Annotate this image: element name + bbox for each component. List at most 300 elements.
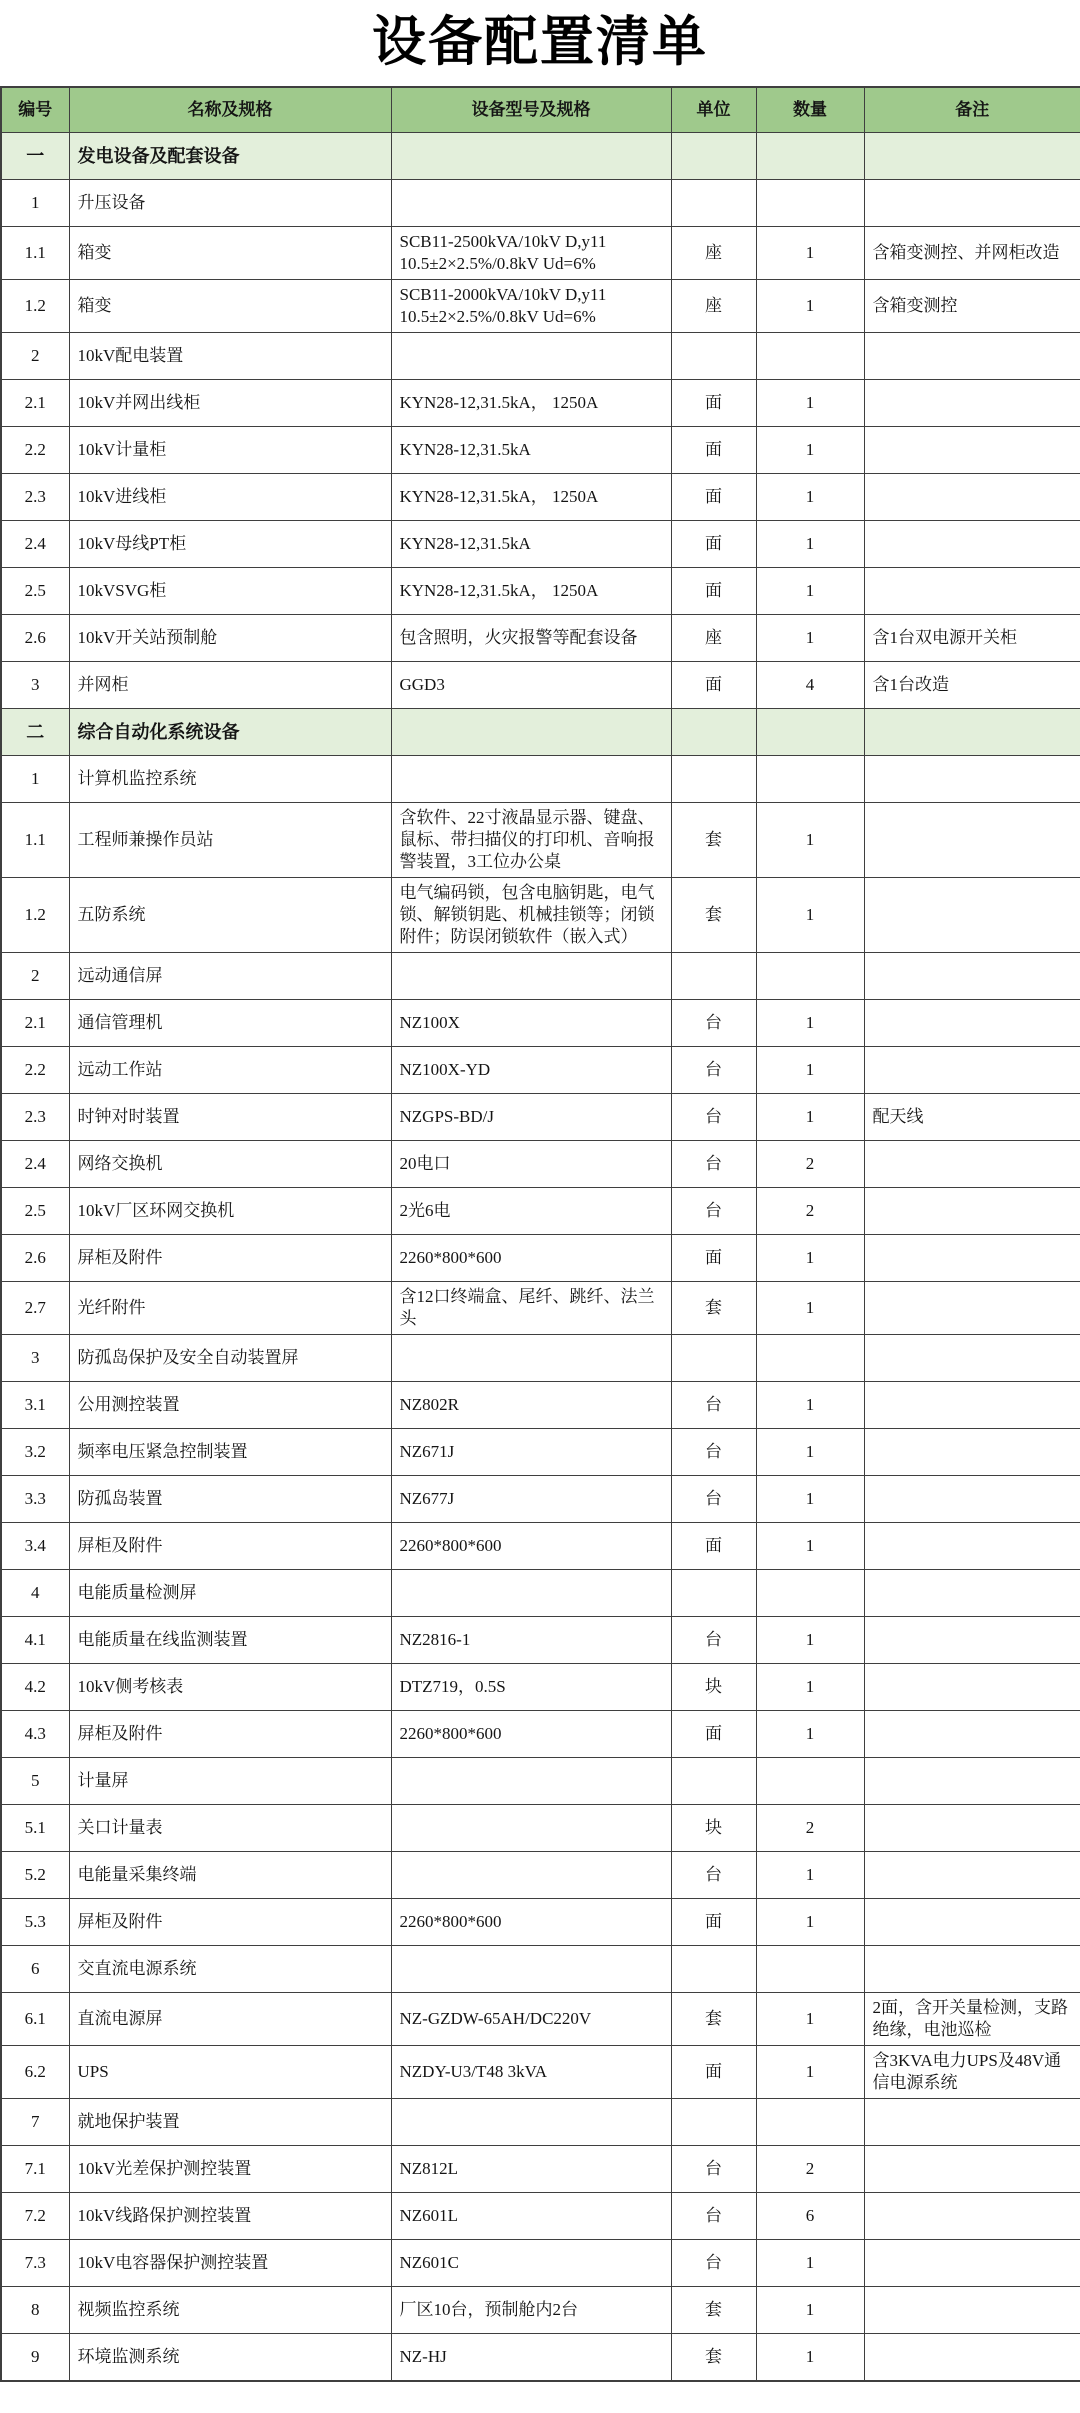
cell-qty: 1 [756,1664,864,1711]
table-row [1,1382,1080,1429]
cell-name: 频率电压紧急控制装置 [69,1429,391,1476]
cell-qty: 1 [756,1993,864,2046]
cell-unit: 套 [671,1993,756,2046]
cell-note: 含1台改造 [864,662,1080,709]
cell-unit [671,180,756,227]
table-row [1,1000,1080,1047]
cell-unit [671,333,756,380]
cell-no: 4 [1,1570,69,1617]
cell-note [864,803,1080,878]
cell-no: 2.3 [1,474,69,521]
cell-model: 2260*800*600 [391,1899,671,1946]
table-row [1,2099,1080,2146]
cell-no: 1 [1,180,69,227]
table-row [1,615,1080,662]
cell-qty: 1 [756,380,864,427]
cell-qty: 4 [756,662,864,709]
cell-no: 1.1 [1,803,69,878]
cell-name: 10kV母线PT柜 [69,521,391,568]
cell-name: 计算机监控系统 [69,756,391,803]
cell-qty: 1 [756,2240,864,2287]
cell-unit: 面 [671,568,756,615]
cell-note [864,2240,1080,2287]
cell-model [391,180,671,227]
cell-no: 2.1 [1,380,69,427]
cell-name: 电能质量检测屏 [69,1570,391,1617]
table-row [1,2334,1080,2382]
cell-note [864,180,1080,227]
cell-unit: 套 [671,878,756,953]
cell-qty [756,1946,864,1993]
cell-model: NZ-HJ [391,2334,671,2382]
cell-unit [671,709,756,756]
cell-note [864,1000,1080,1047]
cell-unit: 块 [671,1664,756,1711]
cell-unit [671,953,756,1000]
cell-unit: 套 [671,2334,756,2382]
cell-model: NZ100X [391,1000,671,1047]
cell-note: 配天线 [864,1094,1080,1141]
cell-no: 2.5 [1,1188,69,1235]
cell-model: NZ812L [391,2146,671,2193]
cell-name: 关口计量表 [69,1805,391,1852]
cell-note [864,1523,1080,1570]
cell-name: 10kV并网出线柜 [69,380,391,427]
cell-name: 10kV进线柜 [69,474,391,521]
cell-note [864,1946,1080,1993]
cell-no: 3.3 [1,1476,69,1523]
cell-name: 视频监控系统 [69,2287,391,2334]
cell-unit: 面 [671,380,756,427]
cell-qty: 1 [756,1476,864,1523]
cell-model: NZ100X-YD [391,1047,671,1094]
cell-model: NZ671J [391,1429,671,1476]
cell-note [864,2193,1080,2240]
cell-note [864,2099,1080,2146]
cell-no: 6.1 [1,1993,69,2046]
cell-qty: 2 [756,1805,864,1852]
cell-model: GGD3 [391,662,671,709]
cell-no: 8 [1,2287,69,2334]
table-row [1,1899,1080,1946]
cell-qty [756,333,864,380]
cell-name: 10kV配电装置 [69,333,391,380]
cell-no: 5.3 [1,1899,69,1946]
table-row [1,1946,1080,1993]
cell-note [864,568,1080,615]
column-header-1: 编号 [1,87,69,133]
cell-note: 含3KVA电力UPS及48V通信电源系统 [864,2046,1080,2099]
cell-model: KYN28-12,31.5kA， 1250A [391,568,671,615]
cell-model: 20电口 [391,1141,671,1188]
cell-note [864,1570,1080,1617]
cell-model [391,756,671,803]
cell-qty: 1 [756,2046,864,2099]
cell-no: 2.6 [1,615,69,662]
table-row [1,803,1080,878]
cell-name: 10kV侧考核表 [69,1664,391,1711]
cell-qty [756,133,864,180]
cell-name: 网络交换机 [69,1141,391,1188]
cell-name: 10kVSVG柜 [69,568,391,615]
cell-qty [756,953,864,1000]
cell-qty: 1 [756,1899,864,1946]
cell-unit: 面 [671,427,756,474]
table-row [1,1282,1080,1335]
cell-note [864,1235,1080,1282]
cell-unit: 台 [671,1094,756,1141]
cell-model: NZ677J [391,1476,671,1523]
cell-model: 包含照明，火灾报警等配套设备 [391,615,671,662]
cell-note [864,1758,1080,1805]
cell-qty [756,1570,864,1617]
cell-name: 远动工作站 [69,1047,391,1094]
table-row [1,380,1080,427]
cell-model: NZ2816-1 [391,1617,671,1664]
table-row [1,1429,1080,1476]
table-row [1,474,1080,521]
cell-model: KYN28-12,31.5kA [391,427,671,474]
cell-qty: 2 [756,1141,864,1188]
cell-name: 工程师兼操作员站 [69,803,391,878]
cell-model [391,1946,671,1993]
cell-no: 1.1 [1,227,69,280]
table-row [1,1188,1080,1235]
cell-note [864,1617,1080,1664]
cell-note [864,2146,1080,2193]
section-row [1,709,1080,756]
cell-qty: 2 [756,1188,864,1235]
cell-note [864,709,1080,756]
cell-model: NZGPS-BD/J [391,1094,671,1141]
cell-qty: 1 [756,1094,864,1141]
cell-qty: 1 [756,227,864,280]
cell-model: SCB11-2500kVA/10kV D,y11 10.5±2×2.5%/0.8kV Ud=6% [391,227,671,280]
cell-no: 2 [1,953,69,1000]
cell-name: 屏柜及附件 [69,1711,391,1758]
cell-model: NZDY-U3/T48 3kVA [391,2046,671,2099]
table-row [1,2193,1080,2240]
cell-model: NZ601L [391,2193,671,2240]
table-row [1,2046,1080,2099]
cell-unit: 块 [671,1805,756,1852]
cell-unit: 面 [671,521,756,568]
cell-unit: 台 [671,1429,756,1476]
table-row [1,2146,1080,2193]
cell-no: 7.2 [1,2193,69,2240]
cell-model: KYN28-12,31.5kA， 1250A [391,474,671,521]
table-row [1,1335,1080,1382]
equipment-table [0,86,1080,2382]
cell-no: 5.1 [1,1805,69,1852]
cell-qty: 1 [756,568,864,615]
cell-name: 10kV电容器保护测控装置 [69,2240,391,2287]
table-row [1,1664,1080,1711]
cell-unit: 面 [671,1711,756,1758]
cell-name: 电能质量在线监测装置 [69,1617,391,1664]
cell-note [864,521,1080,568]
cell-unit: 台 [671,1047,756,1094]
cell-qty: 1 [756,1852,864,1899]
cell-no: 1.2 [1,878,69,953]
cell-model: NZ-GZDW-65AH/DC220V [391,1993,671,2046]
cell-note [864,380,1080,427]
cell-name: 发电设备及配套设备 [69,133,391,180]
cell-model: 2260*800*600 [391,1523,671,1570]
cell-note [864,953,1080,1000]
cell-unit: 面 [671,1899,756,1946]
table-row [1,1805,1080,1852]
column-header-5: 数量 [756,87,864,133]
cell-model [391,1805,671,1852]
cell-no: 2.3 [1,1094,69,1141]
column-header-4: 单位 [671,87,756,133]
cell-qty: 1 [756,615,864,662]
cell-note [864,756,1080,803]
cell-unit: 面 [671,1235,756,1282]
cell-name: 时钟对时装置 [69,1094,391,1141]
cell-model [391,953,671,1000]
section-row [1,133,1080,180]
cell-no: 2.1 [1,1000,69,1047]
cell-unit [671,756,756,803]
cell-qty: 1 [756,1382,864,1429]
cell-no: 6 [1,1946,69,1993]
cell-model [391,1758,671,1805]
cell-unit: 台 [671,1141,756,1188]
cell-model: 厂区10台，预制舱内2台 [391,2287,671,2334]
cell-qty: 2 [756,2146,864,2193]
cell-name: 10kV厂区环网交换机 [69,1188,391,1235]
cell-note [864,1899,1080,1946]
cell-qty: 1 [756,427,864,474]
cell-note [864,2334,1080,2382]
cell-no: 2.4 [1,1141,69,1188]
cell-unit: 台 [671,2193,756,2240]
table-row [1,1476,1080,1523]
table-row [1,662,1080,709]
cell-qty: 1 [756,1047,864,1094]
cell-qty: 1 [756,1235,864,1282]
cell-name: 升压设备 [69,180,391,227]
cell-name: 10kV开关站预制舱 [69,615,391,662]
table-row [1,227,1080,280]
cell-model: 含12口终端盒、尾纤、跳纤、法兰头 [391,1282,671,1335]
table-row [1,1758,1080,1805]
cell-note [864,1664,1080,1711]
cell-name: 10kV线路保护测控装置 [69,2193,391,2240]
cell-model [391,1852,671,1899]
table-row [1,180,1080,227]
cell-no: 3.1 [1,1382,69,1429]
cell-name: 防孤岛保护及安全自动装置屏 [69,1335,391,1382]
cell-qty: 1 [756,1711,864,1758]
cell-unit: 台 [671,2240,756,2287]
column-header-6: 备注 [864,87,1080,133]
cell-note [864,1188,1080,1235]
cell-model: 电气编码锁，包含电脑钥匙，电气锁、解锁钥匙、机械挂锁等；闭锁附件；防误闭锁软件（嵌入式） [391,878,671,953]
cell-name: 箱变 [69,227,391,280]
cell-name: 电能量采集终端 [69,1852,391,1899]
cell-model: KYN28-12,31.5kA [391,521,671,568]
cell-name: 防孤岛装置 [69,1476,391,1523]
cell-qty: 1 [756,2287,864,2334]
cell-model [391,709,671,756]
cell-model [391,2099,671,2146]
table-row [1,568,1080,615]
cell-model: NZ601C [391,2240,671,2287]
cell-no: 2.6 [1,1235,69,1282]
cell-name: 屏柜及附件 [69,1235,391,1282]
cell-model: SCB11-2000kVA/10kV D,y11 10.5±2×2.5%/0.8kV Ud=6% [391,280,671,333]
cell-unit: 面 [671,2046,756,2099]
cell-name: 10kV计量柜 [69,427,391,474]
cell-no: 7.3 [1,2240,69,2287]
table-row [1,1711,1080,1758]
cell-model [391,1570,671,1617]
cell-unit [671,2099,756,2146]
cell-qty: 1 [756,1000,864,1047]
cell-note [864,333,1080,380]
cell-unit: 面 [671,474,756,521]
cell-qty: 1 [756,1617,864,1664]
cell-unit: 台 [671,1000,756,1047]
cell-no: 一 [1,133,69,180]
cell-model [391,1335,671,1382]
cell-unit: 座 [671,227,756,280]
cell-no: 4.2 [1,1664,69,1711]
table-row [1,878,1080,953]
cell-note [864,2287,1080,2334]
cell-note: 含箱变测控 [864,280,1080,333]
equipment-table-body [1,133,1080,2382]
cell-note [864,1805,1080,1852]
cell-no: 5 [1,1758,69,1805]
cell-qty [756,1335,864,1382]
cell-qty: 1 [756,2334,864,2382]
table-row [1,1993,1080,2046]
cell-name: 就地保护装置 [69,2099,391,2146]
cell-name: 并网柜 [69,662,391,709]
cell-name: 光纤附件 [69,1282,391,1335]
cell-no: 7 [1,2099,69,2146]
cell-name: 箱变 [69,280,391,333]
cell-note [864,1382,1080,1429]
cell-unit: 台 [671,2146,756,2193]
cell-no: 1 [1,756,69,803]
cell-qty: 1 [756,474,864,521]
cell-note [864,1711,1080,1758]
cell-note [864,427,1080,474]
cell-note [864,878,1080,953]
cell-no: 4.1 [1,1617,69,1664]
cell-qty: 1 [756,1523,864,1570]
cell-name: 远动通信屏 [69,953,391,1000]
table-row [1,1617,1080,1664]
cell-name: UPS [69,2046,391,2099]
cell-note [864,1047,1080,1094]
cell-note: 含箱变测控、并网柜改造 [864,227,1080,280]
cell-model: 含软件、22寸液晶显示器、键盘、鼠标、带扫描仪的打印机、音响报警装置，3工位办公桌 [391,803,671,878]
cell-unit: 套 [671,803,756,878]
table-row [1,280,1080,333]
cell-unit: 套 [671,2287,756,2334]
cell-qty [756,2099,864,2146]
cell-no: 2.2 [1,1047,69,1094]
cell-name: 10kV光差保护测控装置 [69,2146,391,2193]
cell-unit: 座 [671,280,756,333]
cell-note [864,1141,1080,1188]
cell-no: 6.2 [1,2046,69,2099]
cell-unit [671,133,756,180]
cell-unit [671,1758,756,1805]
cell-no: 3 [1,662,69,709]
cell-qty [756,709,864,756]
table-row [1,953,1080,1000]
table-row [1,333,1080,380]
cell-name: 计量屏 [69,1758,391,1805]
column-header-2: 名称及规格 [69,87,391,133]
cell-note: 2面，含开关量检测，支路绝缘，电池巡检 [864,1993,1080,2046]
cell-no: 2.7 [1,1282,69,1335]
cell-qty: 1 [756,803,864,878]
cell-no: 二 [1,709,69,756]
cell-note [864,474,1080,521]
cell-name: 综合自动化系统设备 [69,709,391,756]
cell-qty: 1 [756,1429,864,1476]
cell-note [864,1282,1080,1335]
cell-unit: 台 [671,1476,756,1523]
cell-qty: 1 [756,1282,864,1335]
cell-note [864,1476,1080,1523]
cell-no: 3.2 [1,1429,69,1476]
table-row [1,1047,1080,1094]
table-row [1,2287,1080,2334]
cell-unit [671,1946,756,1993]
cell-name: 交直流电源系统 [69,1946,391,1993]
cell-unit: 台 [671,1852,756,1899]
cell-name: 通信管理机 [69,1000,391,1047]
cell-model: 2光6电 [391,1188,671,1235]
cell-name: 环境监测系统 [69,2334,391,2382]
cell-no: 3.4 [1,1523,69,1570]
table-row [1,521,1080,568]
cell-name: 屏柜及附件 [69,1523,391,1570]
cell-unit: 台 [671,1382,756,1429]
cell-no: 2.4 [1,521,69,568]
cell-unit: 面 [671,1523,756,1570]
table-row [1,1570,1080,1617]
cell-model [391,333,671,380]
cell-note [864,1852,1080,1899]
table-row [1,2240,1080,2287]
table-row [1,756,1080,803]
cell-model: DTZ719，0.5S [391,1664,671,1711]
table-row [1,1141,1080,1188]
cell-model [391,133,671,180]
table-row [1,1852,1080,1899]
cell-name: 公用测控装置 [69,1382,391,1429]
cell-qty [756,756,864,803]
table-row [1,427,1080,474]
cell-qty: 1 [756,521,864,568]
cell-model: 2260*800*600 [391,1235,671,1282]
cell-qty: 1 [756,878,864,953]
equipment-table-header-row [1,87,1080,133]
cell-unit [671,1570,756,1617]
cell-no: 9 [1,2334,69,2382]
cell-note [864,133,1080,180]
